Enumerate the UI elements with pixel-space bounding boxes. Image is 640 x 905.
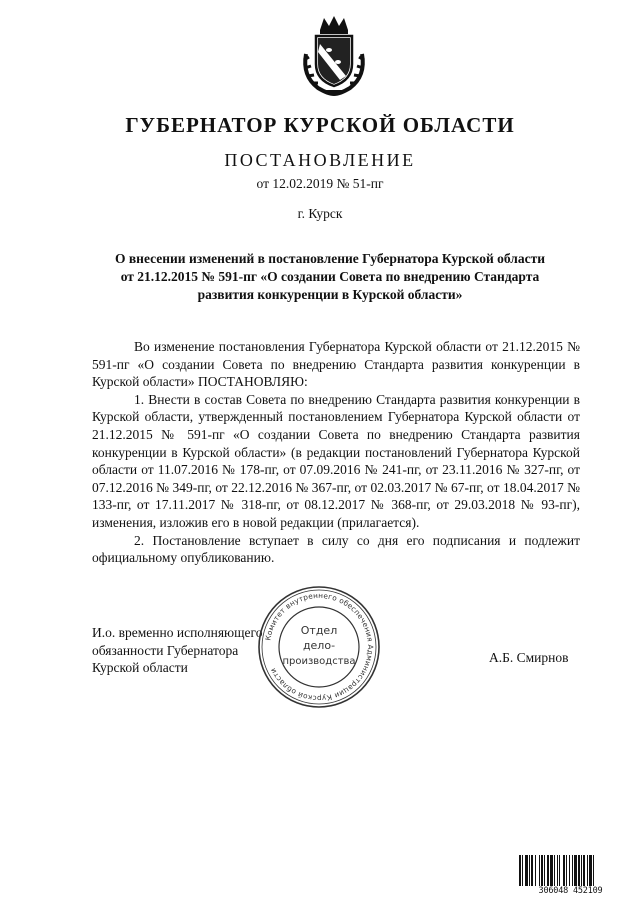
decree-body (92, 338, 580, 567)
body-paragraph: 1. Внести в состав Совета по внедрению Стандарта развития конкуренции в Курской области, утвержденный постановлением Губернатора Курской области от 21.12.2015 № 591-пг «О создании Совета по внедрению Стандарта развития конкуренции в Курской области» (в редакции постановлений Губернатора Курской области от 11.07.2016 № 178-пг, от 07.09.2016 № 241-пг, от 23.11.2016 № 327-пг, от 07.12.2016 № 349-пг, от 22.12.2016 № 367-пг, от 02.03.2017 № 67-пг, от 18.04.2017 № 133-пг, от 17.11.2017 № 318-пг, от 08.12.2017 № 368-пг, от 29.03.2018 № 93-пг), изменения, изложив его в новой редакции (прилагается). (92, 391, 580, 530)
stamp-center-line: производства (282, 656, 356, 667)
office-stamp (255, 583, 383, 711)
body-paragraph: Во изменение постановления Губернатора Курской области от 21.12.2015 № 591-пг «О создании Совета по внедрению Стандарта развития конкуренции в Курской области» ПОСТАНОВЛЯЮ: (92, 339, 580, 390)
signatory-position-line: Курской области (92, 660, 188, 676)
decree-subject (80, 250, 580, 304)
subject-line: О внесении изменений в постановление Губернатора Курской области (115, 251, 545, 266)
subject-line: развития конкуренции в Курской области» (197, 287, 463, 302)
barcode-digits: 306048 452109 (519, 886, 622, 896)
subject-line: от 21.12.2015 № 591-пг «О создании Совета по внедрению Стандарта (120, 269, 540, 284)
body-paragraph: 2. Постановление вступает в силу со дня его подписания и подлежит официальному опубликованию. (92, 532, 580, 566)
governor-title: ГУБЕРНАТОР КУРСКОЙ ОБЛАСТИ (125, 113, 515, 137)
stamp-ring-text: Комитет внутреннего обеспечения Администрации Курской области (263, 590, 376, 704)
document-type: ПОСТАНОВЛЕНИЕ (224, 150, 416, 170)
signatory-name: А.Б. Смирнов (489, 650, 569, 665)
stamp-center-line: Отдел (300, 624, 338, 637)
signatory-position (92, 624, 262, 677)
coat-of-arms-emblem (298, 14, 370, 96)
city-line: г. Курск (297, 206, 343, 221)
stamp-center-line: дело- (302, 639, 336, 652)
signatory-position-line: обязанности Губернатора (92, 642, 239, 658)
decree-number-line: от 12.02.2019 № 51-пг (256, 176, 384, 191)
signatory-position-line: И.о. временно исполняющего (92, 625, 263, 640)
